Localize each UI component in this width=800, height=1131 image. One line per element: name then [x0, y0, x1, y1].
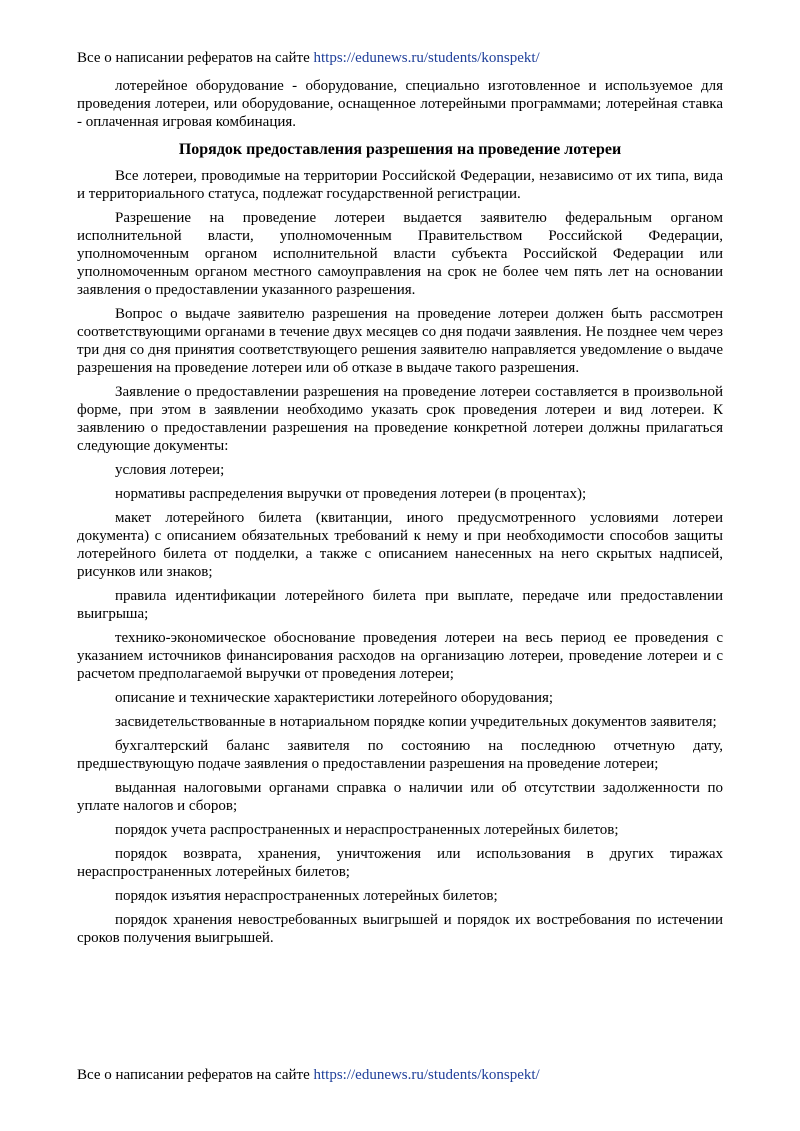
list-item: технико-экономическое обоснование проведения лотереи на весь период ее проведения с указанием источников финансирования расходов на организацию лотереи, проведение лотереи и с расчетом предполагаемой выручки от проведения лотереи;	[77, 630, 723, 682]
list-item: бухгалтерский баланс заявителя по состоянию на последнюю отчетную дату, предшествующую подаче заявления о предоставлении разрешения на проведение лотереи;	[77, 738, 723, 772]
paragraph-permit-issuer: Разрешение на проведение лотереи выдается заявителю федеральным органом исполнительной власти, уполномоченным Правительством Российской Федерации, уполномоченным органом исполнительной власти субъекта Российской Федерации или уполномоченным органом местного самоуправления на срок не более чем пять лет на основании заявления о предоставлении указанного разрешения.	[77, 210, 723, 298]
page-footer	[77, 1066, 540, 1084]
section-heading: Порядок предоставления разрешения на проведение лотереи	[178, 141, 622, 158]
intro-paragraph: лотерейное оборудование - оборудование, специально изготовленное и используемое для проведения лотереи, или оборудование, оснащенное лотерейными программами; лотерейная ставка - оплаченная игровая комбинация.	[77, 78, 723, 130]
list-item: выданная налоговыми органами справка о наличии или об отсутствии задолженности по уплате налогов и сборов;	[77, 780, 723, 814]
paragraph-registration: Все лотереи, проводимые на территории Российской Федерации, независимо от их типа, вида и территориального статуса, подлежат государственной регистрации.	[77, 168, 723, 202]
list-item: порядок изъятия нераспространенных лотерейных билетов;	[115, 888, 498, 904]
list-item: порядок возврата, хранения, уничтожения или использования в других тиражах нераспространенных лотерейных билетов;	[77, 846, 723, 880]
list-item: условия лотереи;	[115, 462, 225, 478]
footer-link[interactable]: https://edunews.ru/students/konspekt/	[313, 1067, 540, 1083]
list-item: порядок хранения невостребованных выигрышей и порядок их востребования по истечении сроков получения выигрышей.	[77, 912, 723, 946]
paragraph-review-period: Вопрос о выдаче заявителю разрешения на проведение лотереи должен быть рассмотрен соответствующими органами в течение двух месяцев со дня подачи заявления. Не позднее чем через три дня со дня принятия соответствующего решения заявителю направляется уведомление о выдаче разрешения на проведение лотереи или об отказе в выдаче такого разрешения.	[77, 306, 723, 376]
paragraph-application: Заявление о предоставлении разрешения на проведение лотереи составляется в произвольной форме, при этом в заявлении необходимо указать срок проведения лотереи и вид лотереи. К заявлению о предоставлении разрешения на проведение конкретной лотереи должны прилагаться следующие документы:	[77, 384, 723, 454]
list-item: нормативы распределения выручки от проведения лотереи (в процентах);	[115, 486, 587, 502]
header-text: Все о написании рефератов на сайте	[77, 50, 314, 66]
header-link[interactable]: https://edunews.ru/students/konspekt/	[313, 50, 540, 66]
list-item: порядок учета распространенных и нераспространенных лотерейных билетов;	[115, 822, 619, 838]
footer-text: Все о написании рефератов на сайте	[77, 1067, 314, 1083]
page-header	[77, 49, 540, 67]
list-item: правила идентификации лотерейного билета при выплате, передаче или предоставлении выигрыша;	[77, 588, 723, 622]
document-body	[77, 77, 723, 953]
list-item: засвидетельствованные в нотариальном порядке копии учредительных документов заявителя;	[115, 714, 717, 730]
list-item: описание и технические характеристики лотерейного оборудования;	[115, 690, 554, 706]
list-item: макет лотерейного билета (квитанции, иного предусмотренного условиями лотереи документа) с описанием обязательных требований к нему и при необходимости способов защиты лотерейного билета от подделки, а также с описанием нанесенных на него скрытых надписей, рисунков или знаков;	[77, 510, 723, 580]
